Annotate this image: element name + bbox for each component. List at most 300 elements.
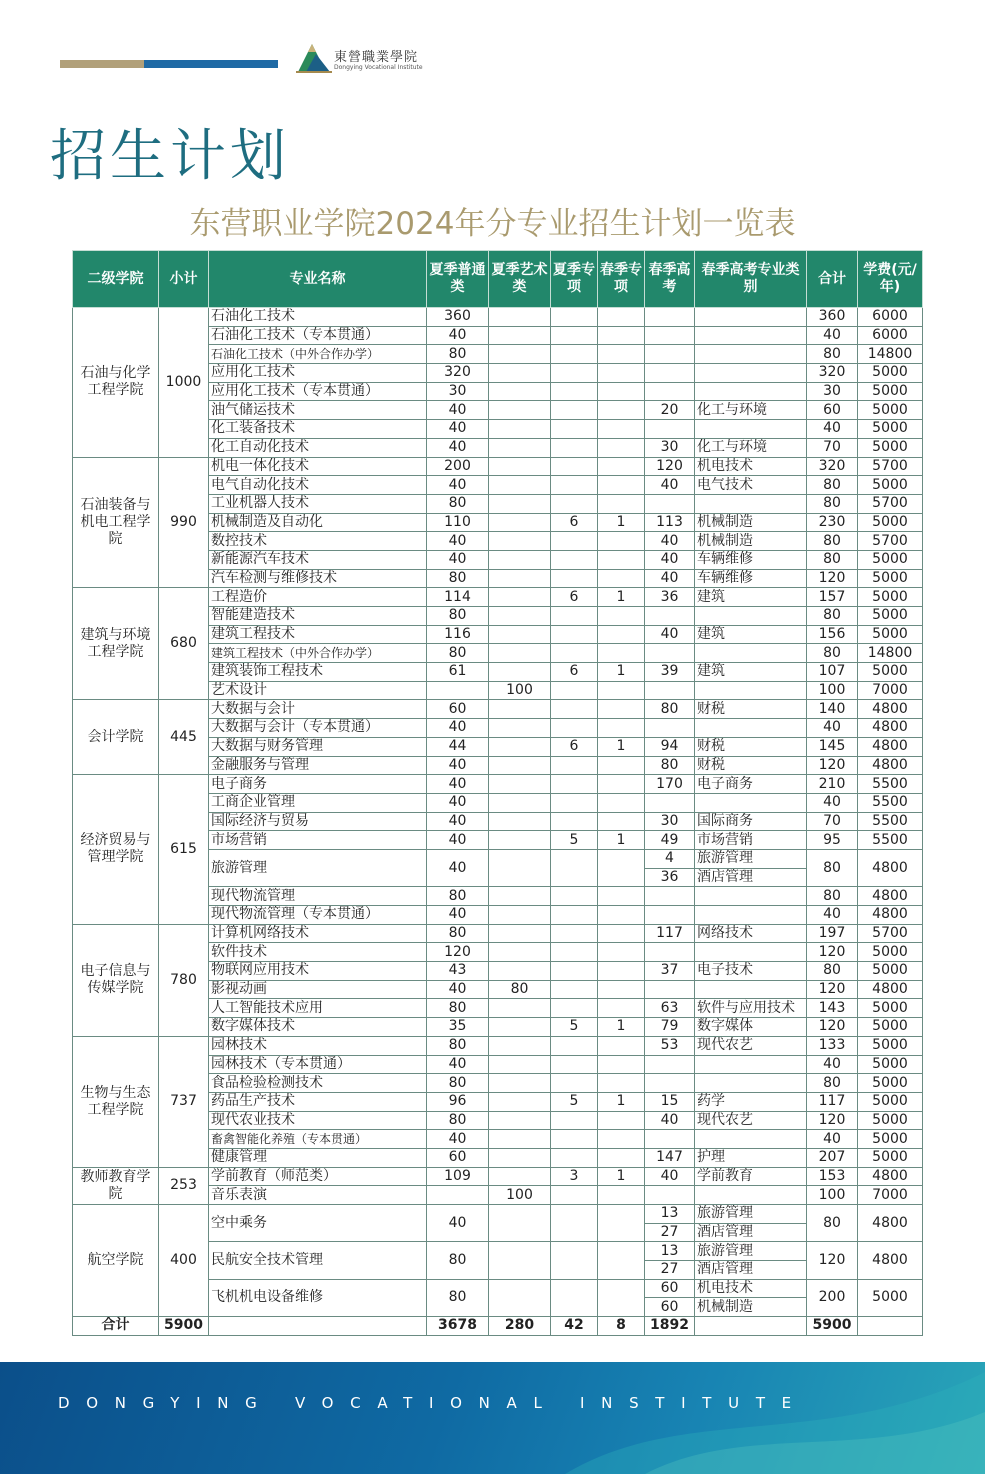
cell-summer-special: 3 xyxy=(551,1167,598,1186)
cell-summer-special xyxy=(551,793,598,812)
cell-spring-category: 建筑 xyxy=(695,625,807,644)
decor-bar-tan xyxy=(60,60,144,68)
cell-fee: 5000 xyxy=(858,476,923,495)
major-name: 大数据与财务管理 xyxy=(209,737,427,756)
cell-total: 120 xyxy=(807,980,858,999)
cell-fee: 5000 xyxy=(858,1036,923,1055)
cell-summer-art xyxy=(489,1074,551,1093)
logo-name: 東營職業學院 xyxy=(334,50,419,65)
header-summer-special: 夏季专项 xyxy=(551,251,598,308)
major-name: 大数据与会计 xyxy=(209,700,427,719)
cell-total: 157 xyxy=(807,588,858,607)
totals-blank-fee xyxy=(858,1317,923,1336)
cell-spring-exam: 60 xyxy=(645,1298,695,1317)
cell-total: 197 xyxy=(807,924,858,943)
cell-spring-special xyxy=(598,980,645,999)
cell-summer-special xyxy=(551,550,598,569)
cell-summer-general xyxy=(427,1186,489,1205)
cell-total: 60 xyxy=(807,401,858,420)
cell-summer-general: 80 xyxy=(427,494,489,513)
cell-spring-category xyxy=(695,345,807,364)
cell-summer-art xyxy=(489,532,551,551)
cell-spring-category: 酒店管理 xyxy=(695,868,807,887)
cell-total: 117 xyxy=(807,1092,858,1111)
cell-spring-category: 网络技术 xyxy=(695,924,807,943)
cell-summer-art xyxy=(489,1205,551,1242)
totals-subtotal: 5900 xyxy=(159,1317,209,1336)
cell-total: 360 xyxy=(807,308,858,327)
college-name: 建筑与环境工程学院 xyxy=(73,588,159,700)
cell-spring-special xyxy=(598,550,645,569)
cell-total: 40 xyxy=(807,906,858,925)
cell-summer-special xyxy=(551,569,598,588)
major-name: 计算机网络技术 xyxy=(209,924,427,943)
cell-spring-category: 旅游管理 xyxy=(695,1205,807,1224)
cell-summer-art: 100 xyxy=(489,1186,551,1205)
cell-spring-category: 财税 xyxy=(695,700,807,719)
major-name: 食品检验检测技术 xyxy=(209,1074,427,1093)
cell-summer-special xyxy=(551,999,598,1018)
table-row xyxy=(73,1036,923,1055)
cell-summer-general: 40 xyxy=(427,1205,489,1242)
cell-summer-general: 40 xyxy=(427,812,489,831)
cell-summer-special xyxy=(551,438,598,457)
cell-spring-category: 机械制造 xyxy=(695,1298,807,1317)
totals-row xyxy=(73,1317,923,1336)
cell-summer-general: 40 xyxy=(427,980,489,999)
cell-summer-special xyxy=(551,1130,598,1149)
cell-fee: 5700 xyxy=(858,457,923,476)
cell-fee: 5500 xyxy=(858,812,923,831)
cell-summer-special: 5 xyxy=(551,1092,598,1111)
cell-spring-exam: 40 xyxy=(645,1111,695,1130)
cell-spring-special xyxy=(598,420,645,439)
cell-spring-special xyxy=(598,1130,645,1149)
cell-summer-art xyxy=(489,1018,551,1037)
cell-summer-art xyxy=(489,494,551,513)
cell-spring-category xyxy=(695,906,807,925)
cell-total: 40 xyxy=(807,1055,858,1074)
cell-spring-special xyxy=(598,1148,645,1167)
cell-spring-category: 电气技术 xyxy=(695,476,807,495)
college-name: 航空学院 xyxy=(73,1205,159,1317)
cell-spring-category: 车辆维修 xyxy=(695,550,807,569)
cell-fee: 4800 xyxy=(858,1167,923,1186)
cell-summer-general: 30 xyxy=(427,382,489,401)
cell-fee: 4800 xyxy=(858,700,923,719)
major-name: 影视动画 xyxy=(209,980,427,999)
cell-fee: 6000 xyxy=(858,326,923,345)
cell-total: 100 xyxy=(807,681,858,700)
cell-summer-special xyxy=(551,476,598,495)
major-name: 应用化工技术（专本贯通） xyxy=(209,382,427,401)
cell-fee: 5000 xyxy=(858,1279,923,1316)
cell-fee: 5000 xyxy=(858,550,923,569)
cell-spring-exam: 40 xyxy=(645,532,695,551)
college-name: 石油与化学工程学院 xyxy=(73,308,159,458)
cell-summer-art xyxy=(489,943,551,962)
cell-summer-art xyxy=(489,924,551,943)
cell-summer-special xyxy=(551,607,598,626)
cell-spring-category xyxy=(695,1130,807,1149)
cell-summer-art xyxy=(489,756,551,775)
college-subtotal: 253 xyxy=(159,1167,209,1204)
cell-summer-general: 40 xyxy=(427,532,489,551)
cell-spring-exam xyxy=(645,719,695,738)
major-name: 建筑装饰工程技术 xyxy=(209,663,427,682)
cell-spring-category: 旅游管理 xyxy=(695,849,807,868)
cell-summer-art xyxy=(489,887,551,906)
cell-spring-category: 机电技术 xyxy=(695,457,807,476)
cell-summer-general: 120 xyxy=(427,943,489,962)
cell-total: 107 xyxy=(807,663,858,682)
major-name: 园林技术（专本贯通） xyxy=(209,1055,427,1074)
major-name: 空中乘务 xyxy=(209,1205,427,1242)
major-name: 机电一体化技术 xyxy=(209,457,427,476)
cell-total: 200 xyxy=(807,1279,858,1316)
cell-summer-art xyxy=(489,457,551,476)
cell-summer-special: 5 xyxy=(551,831,598,850)
cell-summer-special xyxy=(551,1186,598,1205)
cell-summer-special xyxy=(551,906,598,925)
cell-summer-general: 109 xyxy=(427,1167,489,1186)
cell-summer-special xyxy=(551,775,598,794)
cell-fee: 5000 xyxy=(858,663,923,682)
cell-spring-exam xyxy=(645,793,695,812)
cell-spring-special xyxy=(598,887,645,906)
cell-summer-art xyxy=(489,906,551,925)
cell-spring-category: 化工与环境 xyxy=(695,438,807,457)
cell-summer-general: 40 xyxy=(427,401,489,420)
cell-summer-special xyxy=(551,326,598,345)
cell-fee: 5000 xyxy=(858,401,923,420)
major-name: 工商企业管理 xyxy=(209,793,427,812)
cell-spring-special xyxy=(598,1074,645,1093)
cell-total: 120 xyxy=(807,1018,858,1037)
cell-total: 80 xyxy=(807,849,858,886)
college-subtotal: 990 xyxy=(159,457,209,588)
cell-total: 133 xyxy=(807,1036,858,1055)
cell-total: 145 xyxy=(807,737,858,756)
cell-total: 120 xyxy=(807,943,858,962)
cell-spring-exam xyxy=(645,420,695,439)
cell-total: 80 xyxy=(807,476,858,495)
cell-summer-general: 80 xyxy=(427,569,489,588)
cell-summer-art xyxy=(489,1055,551,1074)
cell-spring-exam xyxy=(645,308,695,327)
cell-fee: 14800 xyxy=(858,644,923,663)
totals-spring-exam: 1892 xyxy=(645,1317,695,1336)
cell-summer-general: 43 xyxy=(427,962,489,981)
major-name: 现代物流管理 xyxy=(209,887,427,906)
cell-fee: 5000 xyxy=(858,607,923,626)
cell-summer-special xyxy=(551,308,598,327)
cell-summer-special xyxy=(551,532,598,551)
cell-spring-exam: 37 xyxy=(645,962,695,981)
major-name: 健康管理 xyxy=(209,1148,427,1167)
cell-fee: 5500 xyxy=(858,775,923,794)
cell-summer-special xyxy=(551,812,598,831)
college-subtotal: 400 xyxy=(159,1205,209,1317)
major-name: 化工装备技术 xyxy=(209,420,427,439)
cell-spring-category: 电子技术 xyxy=(695,962,807,981)
cell-summer-art xyxy=(489,401,551,420)
major-name: 石油化工技术（中外合作办学） xyxy=(209,345,427,364)
cell-spring-category: 旅游管理 xyxy=(695,1242,807,1261)
cell-summer-art xyxy=(489,644,551,663)
cell-spring-special xyxy=(598,625,645,644)
cell-spring-special xyxy=(598,326,645,345)
cell-summer-general: 40 xyxy=(427,756,489,775)
cell-summer-special xyxy=(551,887,598,906)
table-row xyxy=(73,700,923,719)
header-spring-special: 春季专项 xyxy=(598,251,645,308)
cell-spring-exam: 13 xyxy=(645,1242,695,1261)
cell-summer-general: 40 xyxy=(427,1055,489,1074)
major-name: 大数据与会计（专本贯通） xyxy=(209,719,427,738)
cell-fee: 5000 xyxy=(858,1092,923,1111)
major-name: 电子商务 xyxy=(209,775,427,794)
decor-bar-blue xyxy=(144,60,278,68)
cell-spring-exam: 20 xyxy=(645,401,695,420)
cell-summer-general: 80 xyxy=(427,1036,489,1055)
cell-spring-category xyxy=(695,793,807,812)
cell-spring-exam: 117 xyxy=(645,924,695,943)
header-college: 二级学院 xyxy=(73,251,159,308)
major-name: 民航安全技术管理 xyxy=(209,1242,427,1279)
cell-spring-special xyxy=(598,438,645,457)
cell-summer-special xyxy=(551,756,598,775)
table-title: 东营职业学院2024年分专业招生计划一览表 xyxy=(189,206,796,242)
cell-total: 80 xyxy=(807,962,858,981)
cell-summer-special xyxy=(551,345,598,364)
cell-spring-special xyxy=(598,364,645,383)
major-name: 艺术设计 xyxy=(209,681,427,700)
cell-spring-category: 护理 xyxy=(695,1148,807,1167)
cell-spring-special xyxy=(598,849,645,886)
cell-spring-exam xyxy=(645,1130,695,1149)
table-row xyxy=(73,308,923,327)
cell-summer-special xyxy=(551,719,598,738)
cell-spring-category: 酒店管理 xyxy=(695,1261,807,1280)
cell-spring-special xyxy=(598,962,645,981)
major-name: 学前教育（师范类） xyxy=(209,1167,427,1186)
cell-fee: 5500 xyxy=(858,793,923,812)
cell-summer-special: 5 xyxy=(551,1018,598,1037)
major-name: 现代物流管理（专本贯通） xyxy=(209,906,427,925)
major-name: 智能建造技术 xyxy=(209,607,427,626)
cell-total: 320 xyxy=(807,457,858,476)
cell-summer-art: 80 xyxy=(489,980,551,999)
major-name: 电气自动化技术 xyxy=(209,476,427,495)
cell-summer-special xyxy=(551,625,598,644)
cell-spring-exam: 40 xyxy=(645,476,695,495)
header-total: 合计 xyxy=(807,251,858,308)
cell-summer-art xyxy=(489,793,551,812)
cell-summer-special xyxy=(551,1205,598,1242)
cell-fee: 4800 xyxy=(858,980,923,999)
major-name: 数控技术 xyxy=(209,532,427,551)
cell-spring-category xyxy=(695,326,807,345)
cell-spring-special xyxy=(598,719,645,738)
cell-summer-art xyxy=(489,1092,551,1111)
cell-summer-general: 80 xyxy=(427,607,489,626)
cell-spring-exam xyxy=(645,943,695,962)
cell-spring-category xyxy=(695,1055,807,1074)
cell-spring-special xyxy=(598,345,645,364)
cell-summer-general: 80 xyxy=(427,887,489,906)
cell-summer-general: 40 xyxy=(427,906,489,925)
cell-spring-category xyxy=(695,494,807,513)
cell-spring-category: 药学 xyxy=(695,1092,807,1111)
cell-summer-general: 40 xyxy=(427,775,489,794)
cell-total: 100 xyxy=(807,1186,858,1205)
cell-spring-exam xyxy=(645,1074,695,1093)
cell-summer-special xyxy=(551,494,598,513)
cell-spring-special: 1 xyxy=(598,588,645,607)
cell-summer-general: 80 xyxy=(427,999,489,1018)
college-name: 经济贸易与管理学院 xyxy=(73,775,159,925)
major-name: 音乐表演 xyxy=(209,1186,427,1205)
cell-total: 80 xyxy=(807,494,858,513)
cell-total: 80 xyxy=(807,607,858,626)
cell-spring-special xyxy=(598,382,645,401)
cell-total: 40 xyxy=(807,326,858,345)
cell-spring-category xyxy=(695,382,807,401)
totals-summer-special: 42 xyxy=(551,1317,598,1336)
major-name: 石油化工技术（专本贯通） xyxy=(209,326,427,345)
cell-fee: 5000 xyxy=(858,1130,923,1149)
cell-spring-special xyxy=(598,1036,645,1055)
cell-spring-exam: 113 xyxy=(645,513,695,532)
cell-summer-art xyxy=(489,737,551,756)
cell-spring-category: 学前教育 xyxy=(695,1167,807,1186)
major-name: 物联网应用技术 xyxy=(209,962,427,981)
cell-spring-exam: 39 xyxy=(645,663,695,682)
cell-summer-special xyxy=(551,1111,598,1130)
cell-summer-general: 80 xyxy=(427,1279,489,1316)
cell-spring-special: 1 xyxy=(598,737,645,756)
cell-fee: 5700 xyxy=(858,532,923,551)
cell-spring-category xyxy=(695,364,807,383)
cell-spring-special xyxy=(598,532,645,551)
cell-spring-category: 机械制造 xyxy=(695,513,807,532)
cell-spring-exam: 30 xyxy=(645,812,695,831)
totals-spring-special: 8 xyxy=(598,1317,645,1336)
totals-label: 合计 xyxy=(73,1317,159,1336)
cell-summer-general: 360 xyxy=(427,308,489,327)
cell-summer-special: 6 xyxy=(551,588,598,607)
major-name: 人工智能技术应用 xyxy=(209,999,427,1018)
major-name: 工业机器人技术 xyxy=(209,494,427,513)
cell-summer-special: 6 xyxy=(551,513,598,532)
cell-total: 80 xyxy=(807,1074,858,1093)
cell-summer-art xyxy=(489,625,551,644)
cell-spring-exam xyxy=(645,1186,695,1205)
cell-spring-special xyxy=(598,476,645,495)
cell-fee: 5000 xyxy=(858,438,923,457)
cell-spring-exam: 40 xyxy=(645,550,695,569)
cell-summer-art xyxy=(489,849,551,886)
cell-summer-general: 40 xyxy=(427,831,489,850)
cell-total: 95 xyxy=(807,831,858,850)
cell-spring-exam: 60 xyxy=(645,1279,695,1298)
cell-fee: 4800 xyxy=(858,1242,923,1279)
cell-total: 156 xyxy=(807,625,858,644)
cell-summer-general: 114 xyxy=(427,588,489,607)
cell-spring-special xyxy=(598,775,645,794)
cell-spring-special xyxy=(598,308,645,327)
cell-summer-art xyxy=(489,962,551,981)
cell-fee: 5000 xyxy=(858,420,923,439)
cell-spring-exam: 27 xyxy=(645,1223,695,1242)
cell-summer-art xyxy=(489,420,551,439)
cell-summer-art xyxy=(489,382,551,401)
cell-fee: 5700 xyxy=(858,924,923,943)
cell-summer-art xyxy=(489,812,551,831)
cell-summer-special xyxy=(551,700,598,719)
cell-spring-category: 车辆维修 xyxy=(695,569,807,588)
cell-spring-category xyxy=(695,887,807,906)
cell-spring-category xyxy=(695,308,807,327)
cell-spring-special: 1 xyxy=(598,513,645,532)
cell-summer-general xyxy=(427,681,489,700)
cell-summer-art xyxy=(489,513,551,532)
cell-summer-special xyxy=(551,420,598,439)
cell-spring-exam xyxy=(645,382,695,401)
major-name: 机械制造及自动化 xyxy=(209,513,427,532)
cell-summer-art xyxy=(489,1130,551,1149)
cell-fee: 7000 xyxy=(858,681,923,700)
cell-fee: 5000 xyxy=(858,625,923,644)
cell-fee: 5000 xyxy=(858,962,923,981)
cell-fee: 5000 xyxy=(858,588,923,607)
table-row xyxy=(73,1167,923,1186)
college-name: 生物与生态工程学院 xyxy=(73,1036,159,1167)
cell-summer-art xyxy=(489,663,551,682)
cell-spring-category xyxy=(695,607,807,626)
header-fee: 学费(元/年) xyxy=(858,251,923,308)
table-row xyxy=(73,924,923,943)
cell-spring-special xyxy=(598,494,645,513)
cell-spring-category: 建筑 xyxy=(695,663,807,682)
major-name: 园林技术 xyxy=(209,1036,427,1055)
college-name: 石油装备与机电工程学院 xyxy=(73,457,159,588)
wave-decoration-icon xyxy=(565,1362,985,1474)
cell-spring-special xyxy=(598,1242,645,1279)
major-name: 数字媒体技术 xyxy=(209,1018,427,1037)
cell-summer-general: 40 xyxy=(427,793,489,812)
cell-summer-general: 61 xyxy=(427,663,489,682)
cell-spring-special xyxy=(598,569,645,588)
cell-total: 70 xyxy=(807,812,858,831)
table-row xyxy=(73,1205,923,1224)
cell-summer-art xyxy=(489,1242,551,1279)
cell-spring-special: 1 xyxy=(598,1092,645,1111)
cell-summer-general: 116 xyxy=(427,625,489,644)
cell-summer-general: 40 xyxy=(427,420,489,439)
cell-fee: 7000 xyxy=(858,1186,923,1205)
cell-summer-art xyxy=(489,1036,551,1055)
cell-summer-art xyxy=(489,1148,551,1167)
cell-total: 80 xyxy=(807,887,858,906)
major-name: 软件技术 xyxy=(209,943,427,962)
cell-spring-special: 1 xyxy=(598,1018,645,1037)
totals-summer-art: 280 xyxy=(489,1317,551,1336)
major-name: 飞机机电设备维修 xyxy=(209,1279,427,1316)
cell-summer-special xyxy=(551,681,598,700)
table-row xyxy=(73,775,923,794)
